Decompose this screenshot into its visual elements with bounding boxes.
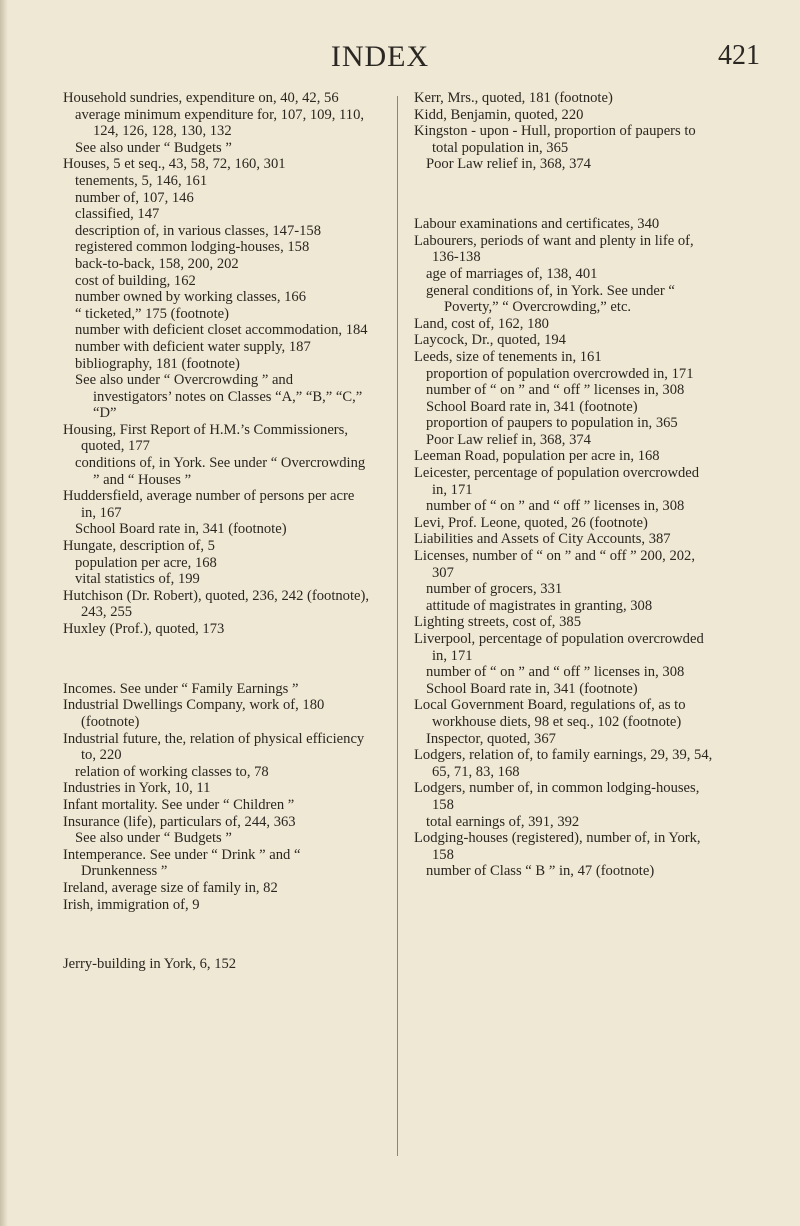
index-subentry: “ ticketed,” 175 (footnote) [75, 305, 229, 322]
index-entry: Industrial Dwellings Company, work of, 180 (footnote) [63, 697, 325, 730]
index-subentry: classified, 147 [75, 206, 160, 223]
index-subentry: proportion of population overcrowded in, 171 [426, 365, 694, 382]
index-entry: Laycock, Dr., quoted, 194 [414, 332, 566, 349]
entry-gap [414, 188, 714, 202]
index-subentry: Poor Law relief in, 368, 374 [426, 156, 591, 173]
index-entry: Kidd, Benjamin, quoted, 220 [414, 106, 584, 123]
index-subentry: description of, in various classes, 147-158 [75, 222, 322, 239]
index-subentry: age of marriages of, 138, 401 [426, 265, 598, 282]
index-entry: Infant mortality. See under “ Children ” [63, 796, 295, 813]
index-subentry: School Board rate in, 341 (footnote) [75, 521, 287, 538]
index-subentry: population per acre, 168 [75, 554, 217, 571]
index-entry: Hungate, description of, 5 [63, 538, 215, 555]
index-entry: Houses, 5 et seq., 43, 58, 72, 160, 301 [63, 156, 286, 173]
entry-gap [63, 928, 369, 942]
index-entry: Lodgers, number of, in common lodging-houses, 158 [414, 780, 700, 813]
index-subentry: number of Class “ B ” in, 47 (footnote) [426, 863, 655, 880]
index-entry: Liabilities and Assets of City Accounts, 387 [414, 531, 671, 548]
index-entry: Huxley (Prof.), quoted, 173 [63, 621, 225, 637]
index-subentry: number of “ on ” and “ off ” licenses in, 308 [426, 382, 685, 399]
index-subentry: See also under “ Budgets ” [75, 139, 232, 156]
index-entry: Jerry-building in York, 6, 152 [63, 956, 237, 973]
index-subentry: number with deficient closet accommodation, 184 [75, 322, 368, 339]
index-entry: Intemperance. See under “ Drink ” and “ Drunkenness ” [63, 846, 301, 880]
index-subentry: School Board rate in, 341 (footnote) [426, 398, 638, 415]
index-entry: Ireland, average size of family in, 82 [63, 879, 278, 896]
index-entry: Local Government Board, regulations of, as to workhouse diets, 98 et seq., 102 (footnote) [414, 697, 686, 730]
index-column-right [414, 90, 714, 880]
index-entry: Licenses, number of “ on ” and “ off ” 200, 202, 307 [414, 548, 695, 581]
index-subentry: number of grocers, 331 [426, 581, 563, 598]
index-subentry: See also under “ Budgets ” [75, 830, 232, 847]
index-subentry: number of “ on ” and “ off ” licenses in, 308 [426, 664, 685, 681]
index-subentry: number of “ on ” and “ off ” licenses in, 308 [426, 498, 685, 515]
index-entry: Household sundries, expenditure on, 40, 42, 56 [63, 90, 339, 106]
index-entry: Levi, Prof. Leone, quoted, 26 (footnote) [414, 514, 648, 531]
index-subentry: Inspector, quoted, 367 [426, 730, 556, 747]
index-subentry: total earnings of, 391, 392 [426, 813, 580, 830]
index-subentry: tenements, 5, 146, 161 [75, 172, 208, 189]
index-entry: Lodgers, relation of, to family earnings, 29, 39, 54, 65, 71, 83, 168 [414, 747, 713, 780]
index-subentry: bibliography, 181 (footnote) [75, 355, 240, 372]
index-entry: Irish, immigration of, 9 [63, 896, 200, 913]
index-subentry: relation of working classes to, 78 [75, 763, 269, 780]
index-subentry: cost of building, 162 [75, 272, 196, 289]
index-entry: Land, cost of, 162, 180 [414, 315, 549, 332]
index-entry: Lodging-houses (registered), number of, in York, 158 [414, 830, 701, 863]
index-entry: Industrial future, the, relation of physical efficiency to, 220 [63, 730, 365, 764]
index-subentry: See also under “ Overcrowding ” and investigators’ notes on Classes “A,” “B,” “C,” “D” [75, 372, 363, 422]
index-subentry: number of, 107, 146 [75, 189, 194, 206]
index-entry: Kingston - upon - Hull, proportion of paupers to total population in, 365 [414, 123, 696, 156]
entry-gap [63, 652, 369, 666]
index-subentry: average minimum expenditure for, 107, 109, 110, 124, 126, 128, 130, 132 [75, 106, 365, 140]
index-subentry: back-to-back, 158, 200, 202 [75, 255, 239, 272]
index-entry: Liverpool, percentage of population overcrowded in, 171 [414, 631, 704, 664]
index-entry: Insurance (life), particulars of, 244, 363 [63, 813, 296, 830]
index-subentry: attitude of magistrates in granting, 308 [426, 597, 653, 614]
index-subentry: registered common lodging-houses, 158 [75, 239, 310, 256]
index-entry: Lighting streets, cost of, 385 [414, 614, 581, 631]
index-subentry: conditions of, in York. See under “ Overcrowding ” and “ Houses ” [75, 455, 366, 488]
index-entry: Leeman Road, population per acre in, 168 [414, 448, 660, 465]
index-entry: Leicester, percentage of population overcrowded in, 171 [414, 465, 700, 498]
index-entry: Housing, First Report of H.M.’s Commissioners, quoted, 177 [63, 421, 348, 455]
index-entry: Leeds, size of tenements in, 161 [414, 348, 602, 365]
page-number: 421 [718, 40, 760, 71]
binding-edge [0, 0, 8, 1226]
index-entry: Huddersfield, average number of persons per acre in, 167 [63, 488, 355, 521]
index-subentry: number with deficient water supply, 187 [75, 338, 311, 355]
index-subentry: vital statistics of, 199 [75, 571, 200, 588]
column-divider [397, 96, 398, 1156]
index-subentry: proportion of paupers to population in, 365 [426, 415, 678, 432]
index-entry: Labourers, periods of want and plenty in life of, 136-138 [414, 232, 694, 266]
index-entry: Kerr, Mrs., quoted, 181 (footnote) [414, 90, 613, 106]
index-entry: Labour examinations and certificates, 340 [414, 216, 660, 233]
index-subentry: School Board rate in, 341 (footnote) [426, 680, 638, 697]
index-entry: Incomes. See under “ Family Earnings ” [63, 680, 299, 697]
running-title: INDEX [330, 40, 430, 73]
index-subentry: general conditions of, in York. See under “ Poverty,” “ Overcrowding,” etc. [426, 282, 675, 316]
index-entry: Hutchison (Dr. Robert), quoted, 236, 242 (footnote), 243, 255 [63, 587, 370, 621]
index-entry: Industries in York, 10, 11 [63, 780, 211, 797]
index-subentry: number owned by working classes, 166 [75, 289, 307, 306]
index-column-left [63, 90, 369, 973]
index-subentry: Poor Law relief in, 368, 374 [426, 431, 591, 448]
